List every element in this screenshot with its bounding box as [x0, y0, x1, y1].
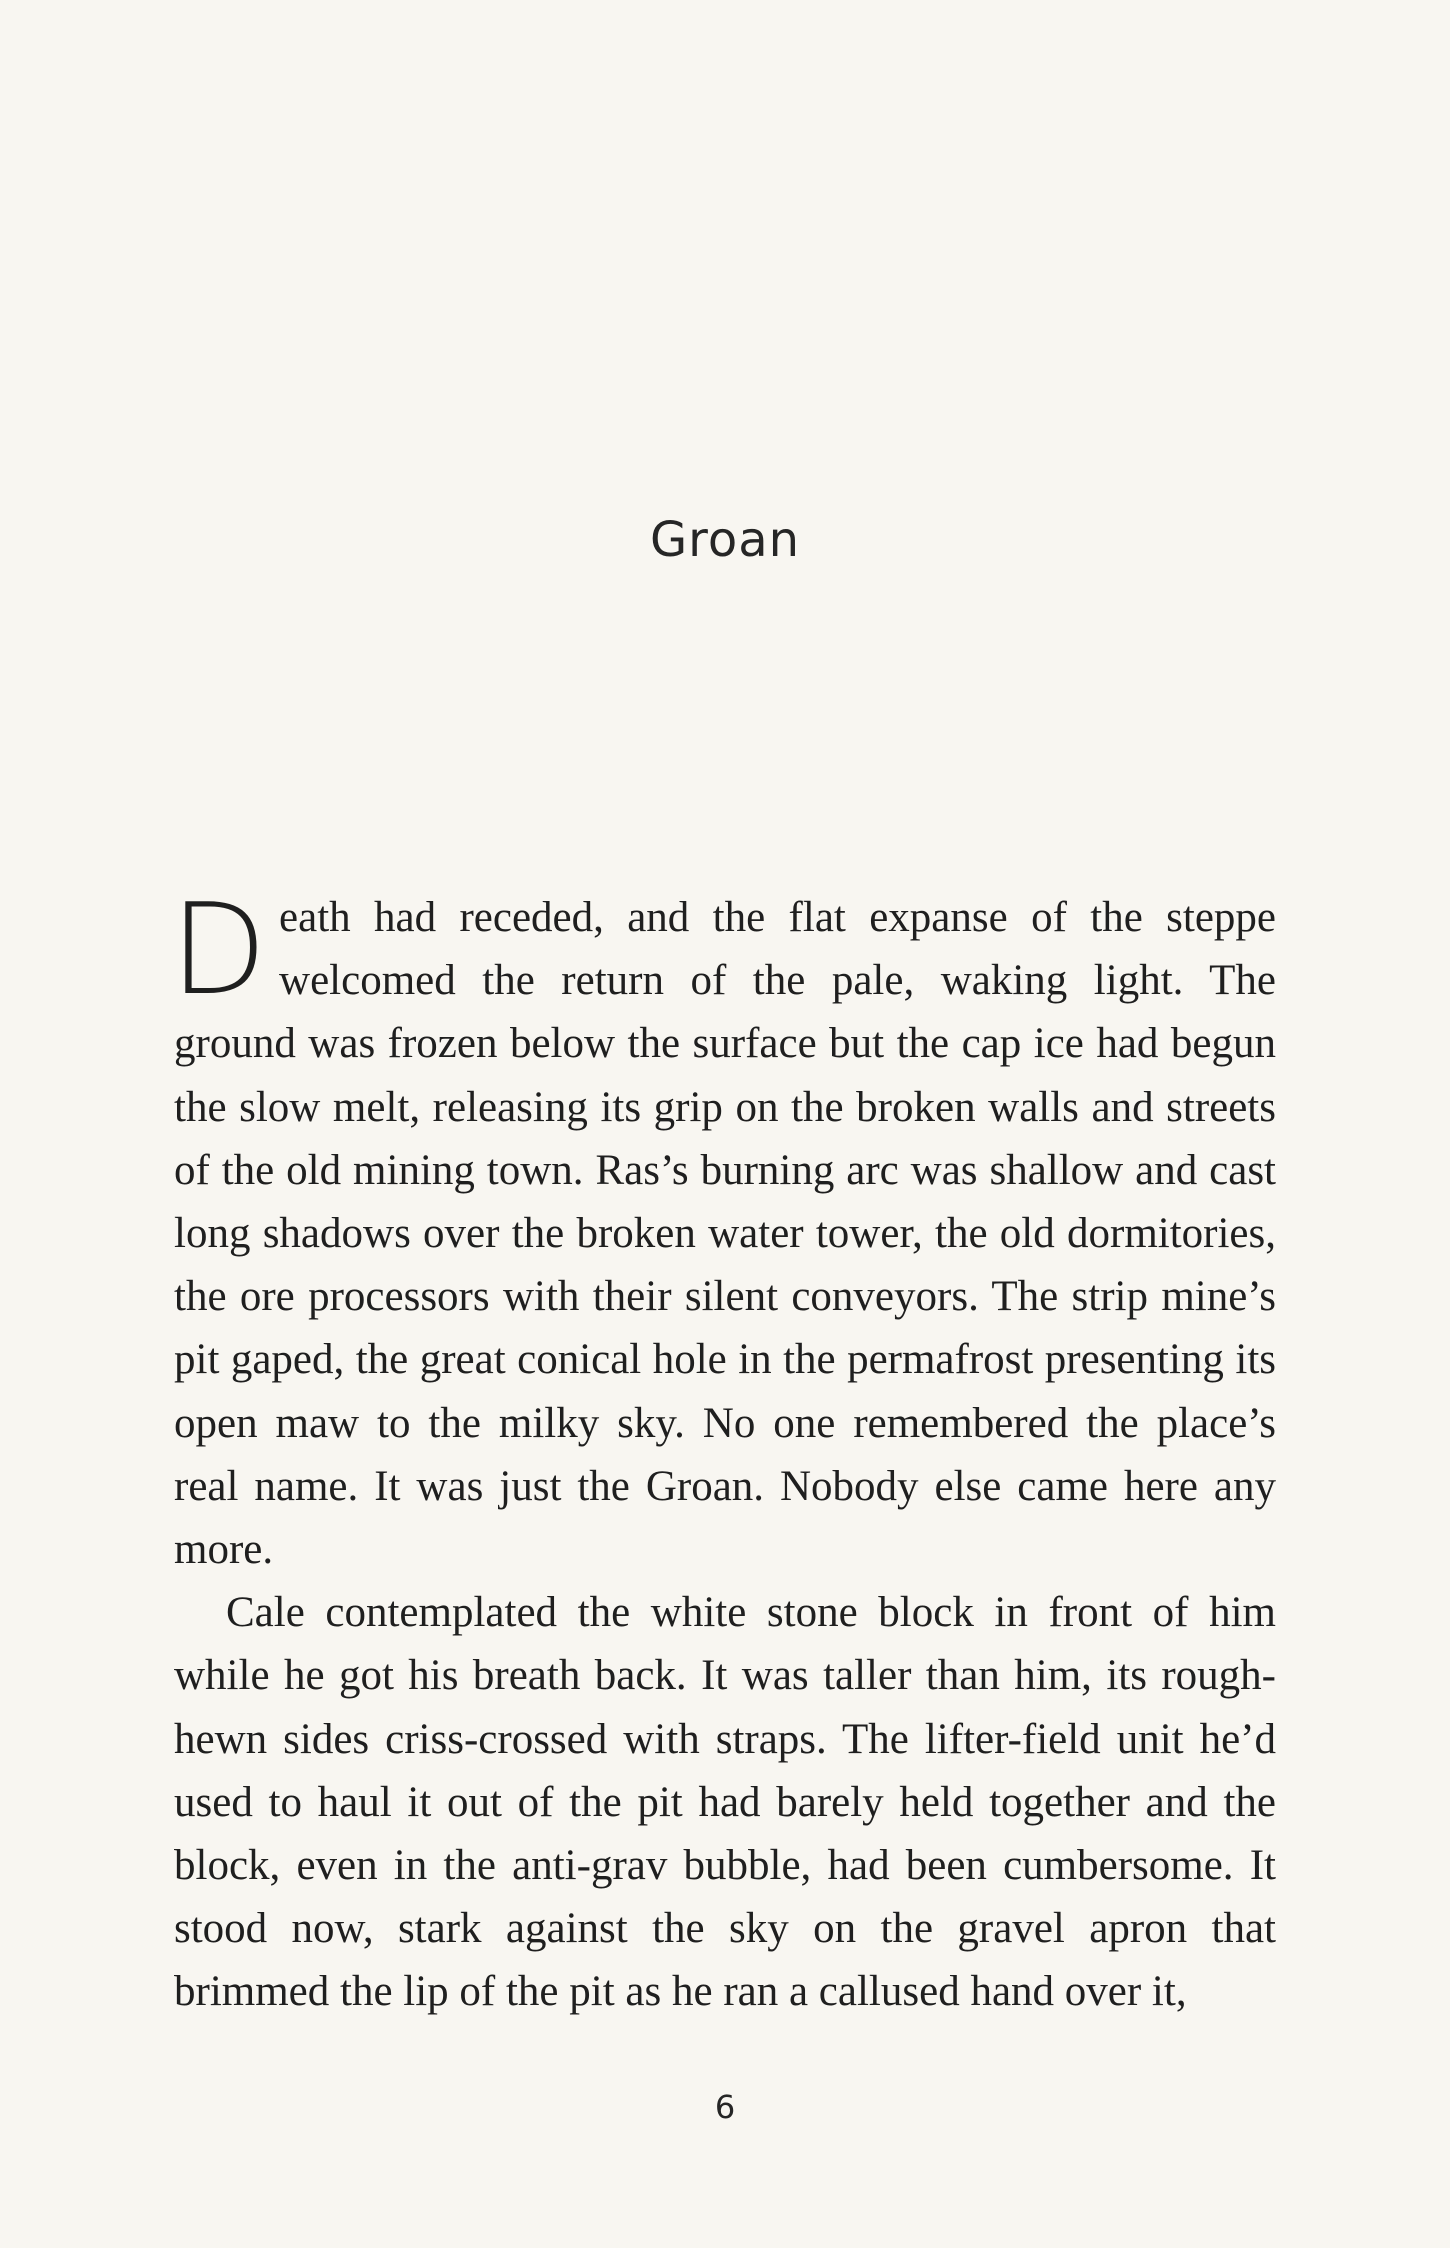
paragraph-1: [170, 876, 1276, 1581]
page-number: 6: [714, 2088, 736, 2126]
paragraph-1-text: eath had receded, and the flat expanse of the steppe welcomed the return of the pale, waking light. The ground was frozen below the surface but the cap ice had begun the slow melt, releasing its grip on the broken walls and streets of the old mining town. Ras’s burning arc was shallow and cast long shadows over the broken water tower, the old dormitories, the ore processors with their silent conveyors. The strip mine’s pit gaped, the great conical hole in the permafrost presenting its open maw to the milky sky. No one remembered the place’s real name. It was just the Groan. Nobody else came here any more.: [174, 894, 1276, 1574]
drop-cap: D: [170, 876, 268, 1023]
paragraph-2: Cale contemplated the white stone block in front of him while he got his breath back. It was taller than him, its rough-hewn sides criss-crossed with straps. The lifter-field unit he’d used to haul it out of the pit had barely held together and the block, even in the anti-grav bubble, had been cumbersome. It stood now, stark against the sky on the gravel apron that brimmed the lip of the pit as he ran a callused hand over it,: [174, 1589, 1276, 2016]
chapter-title: Groan: [649, 512, 801, 568]
body-text: [170, 876, 1276, 2024]
